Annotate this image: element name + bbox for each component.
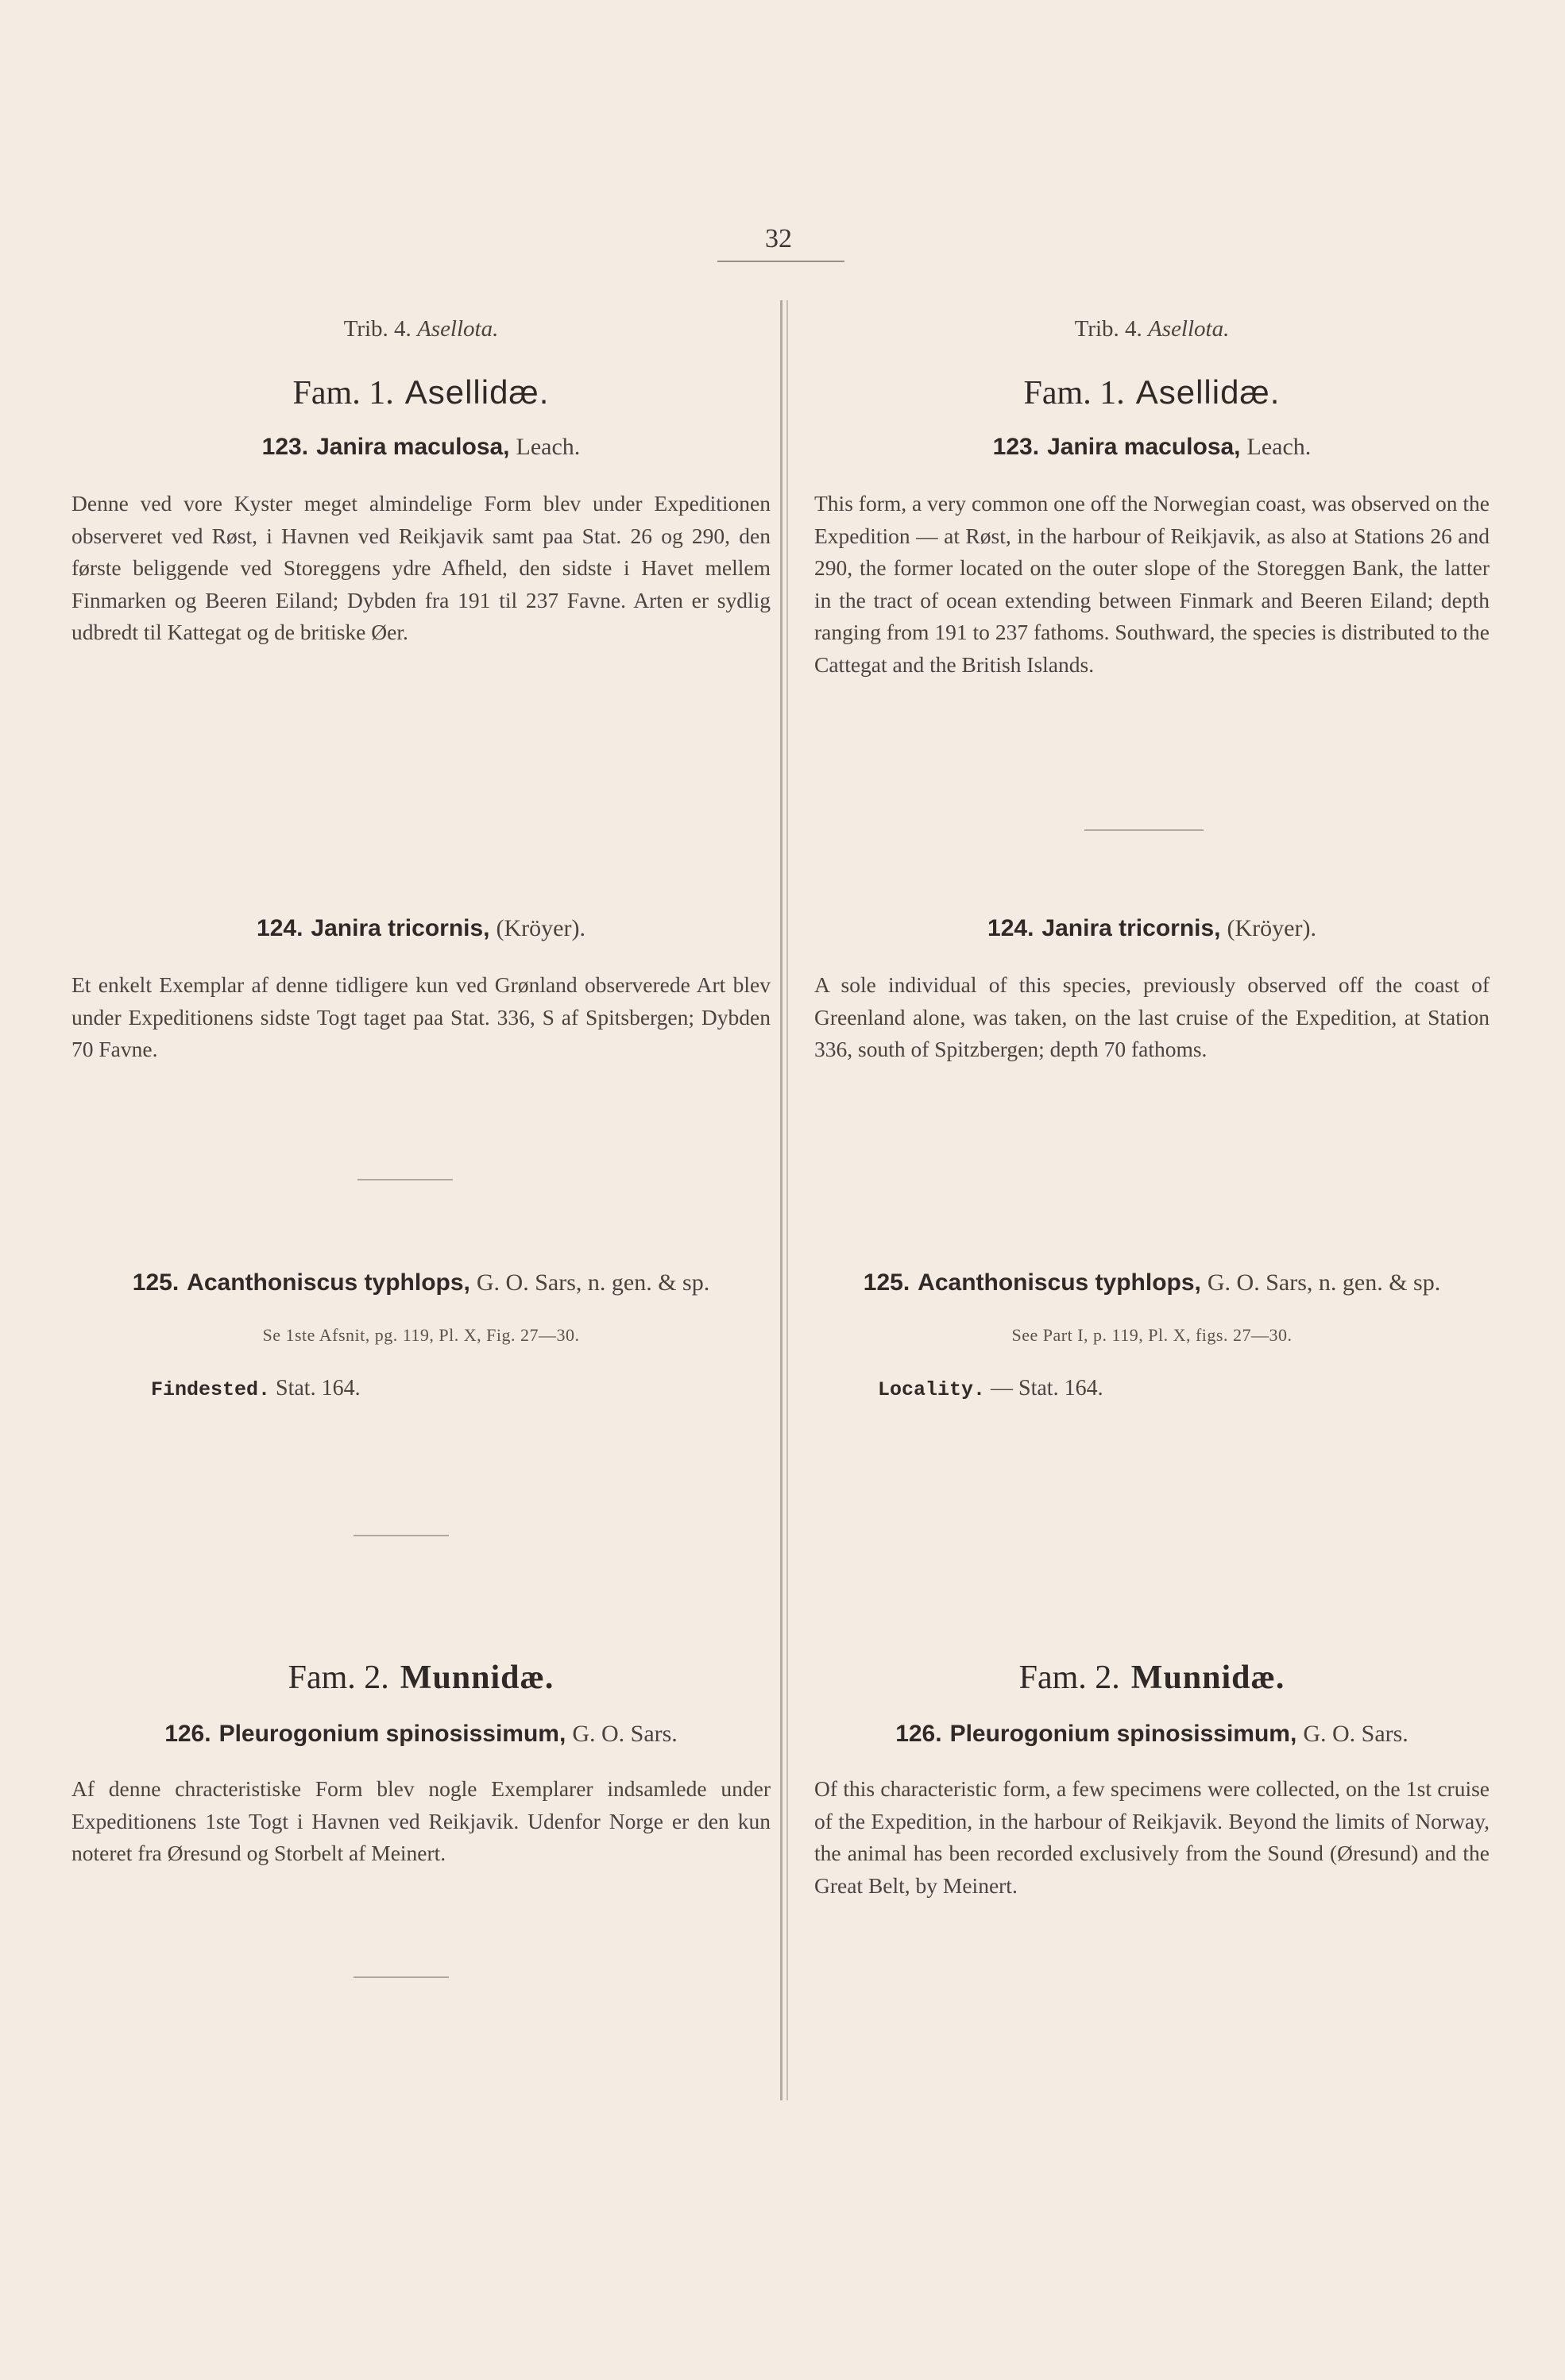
species-author: G. O. Sars. xyxy=(1303,1721,1408,1747)
family-name: Munnidæ. xyxy=(1130,1659,1285,1696)
section-rule xyxy=(357,1179,453,1180)
species-description: Of this characteristic form, a few specimens were collected, on the 1st cruise of the Expedition, in the harbour of Reikjavik. Beyond the limits of Norway, the animal has been recorded exclusively from the Sound (Øresund) and the Great Belt, by Meinert. xyxy=(814,1776,1490,1898)
species-author: (Kröyer). xyxy=(1227,915,1316,941)
species-name: Janira tricornis, xyxy=(311,915,490,941)
page-number: 32 xyxy=(765,224,792,253)
species-author: G. O. Sars, n. gen. & sp. xyxy=(1207,1269,1441,1296)
species-name: Acanthoniscus typhlops, xyxy=(918,1269,1201,1296)
locality-label: Locality. xyxy=(878,1378,986,1401)
species-description: Denne ved vore Kyster meget almindelige Form blev under Expeditionen observeret ved Røst, i Havnen ved Reikjavik samt paa Stat. 26 og 290, den første beliggende ved Storeggens ydre Afheld, den sidste i Havet mellem Finmarken og Beeren Eiland; Dybden fra 191 til 237 Favne. Arten er sydlig udbredt til Kattegat og de britiske Øer. xyxy=(71,491,771,644)
figure-reference: Se 1ste Afsnit, pg. 119, Pl. X, Fig. 27—30. xyxy=(262,1325,580,1345)
section-rule xyxy=(354,1976,449,1978)
species-number: 125. xyxy=(863,1269,910,1296)
family-prefix: Fam. 2. xyxy=(288,1659,389,1696)
species-name: Janira maculosa, xyxy=(316,434,510,460)
species-heading xyxy=(814,1721,1490,1748)
species-number: 123. xyxy=(261,434,309,460)
family-prefix: Fam. 2. xyxy=(1018,1659,1120,1696)
species-heading xyxy=(814,915,1490,942)
family-name: Asellidæ. xyxy=(1135,373,1281,411)
species-heading xyxy=(71,915,771,942)
tribe-prefix: Trib. 4. xyxy=(343,316,412,342)
locality-value: Stat. 164. xyxy=(276,1376,361,1401)
family-prefix: Fam. 1. xyxy=(1023,375,1125,411)
section-rule xyxy=(1084,829,1204,831)
species-author: (Kröyer). xyxy=(496,915,585,941)
section-rule xyxy=(354,1535,449,1536)
family-heading xyxy=(71,373,771,412)
species-author: G. O. Sars, n. gen. & sp. xyxy=(476,1269,710,1296)
family-heading xyxy=(71,1659,771,1697)
species-number: 124. xyxy=(987,915,1034,941)
locality-value: — Stat. 164. xyxy=(991,1376,1103,1401)
tribe-heading xyxy=(71,316,771,342)
figure-reference: See Part I, p. 119, Pl. X, figs. 27—30. xyxy=(1011,1325,1293,1345)
family-prefix: Fam. 1. xyxy=(292,375,394,411)
species-heading xyxy=(814,434,1490,461)
species-name: Acanthoniscus typhlops, xyxy=(187,1269,470,1296)
family-name: Munnidæ. xyxy=(400,1659,555,1696)
tribe-name: Asellota. xyxy=(417,316,499,342)
left-column xyxy=(71,0,771,2380)
column-divider xyxy=(780,300,782,2100)
locality-line xyxy=(151,1376,850,1401)
species-heading xyxy=(71,1721,771,1748)
species-number: 124. xyxy=(257,915,303,941)
species-number: 126. xyxy=(164,1721,211,1747)
species-description: A sole individual of this species, previously observed off the coast of Greenland alone, was taken, on the last cruise of the Expedition, at Station 336, south of Spitzbergen; depth 70 fathoms. xyxy=(814,972,1490,1061)
species-name: Pleurogonium spinosissimum, xyxy=(218,1721,566,1747)
species-heading xyxy=(71,1269,771,1296)
family-heading xyxy=(814,1659,1490,1697)
right-column xyxy=(814,0,1490,2380)
species-heading xyxy=(71,434,771,461)
species-description: Af denne chracteristiske Form blev nogle Exemplarer indsamlede under Expeditionens 1ste Togt i Havnen ved Reikjavik. Udenfor Norge er den kun noteret fra Øresund og Storbelt af Meinert. xyxy=(71,1776,771,1865)
species-author: Leach. xyxy=(1246,434,1312,460)
tribe-heading xyxy=(814,316,1490,342)
tribe-name: Asellota. xyxy=(1148,316,1230,342)
locality-label: Findested. xyxy=(151,1378,271,1401)
tribe-prefix: Trib. 4. xyxy=(1074,316,1142,342)
locality-line xyxy=(878,1376,1553,1401)
species-heading xyxy=(814,1269,1490,1296)
family-name: Asellidæ. xyxy=(404,373,550,411)
species-description: Et enkelt Exemplar af denne tidligere kun ved Grønland observerede Art blev under Expeditionens sidste Togt taget paa Stat. 336, S af Spitsbergen; Dybden 70 Favne. xyxy=(71,972,771,1061)
column-divider-inner xyxy=(786,300,788,2100)
species-description: This form, a very common one off the Norwegian coast, was observed on the Expedition — at Røst, in the harbour of Reikjavik, as also at Stations 26 and 290, the former located on the outer slope of the Storeggen Bank, the latter in the tract of ocean extending between Finmark and Beeren Eiland; depth ranging from 191 to 237 fathoms. Southward, the species is distributed to the Cattegat and the British Islands. xyxy=(814,491,1490,677)
species-author: G. O. Sars. xyxy=(572,1721,678,1747)
species-name: Pleurogonium spinosissimum, xyxy=(949,1721,1297,1747)
species-number: 126. xyxy=(895,1721,942,1747)
species-author: Leach. xyxy=(516,434,581,460)
species-name: Janira maculosa, xyxy=(1047,434,1241,460)
species-number: 125. xyxy=(132,1269,180,1296)
species-number: 123. xyxy=(992,434,1040,460)
species-name: Janira tricornis, xyxy=(1041,915,1221,941)
family-heading xyxy=(814,373,1490,412)
